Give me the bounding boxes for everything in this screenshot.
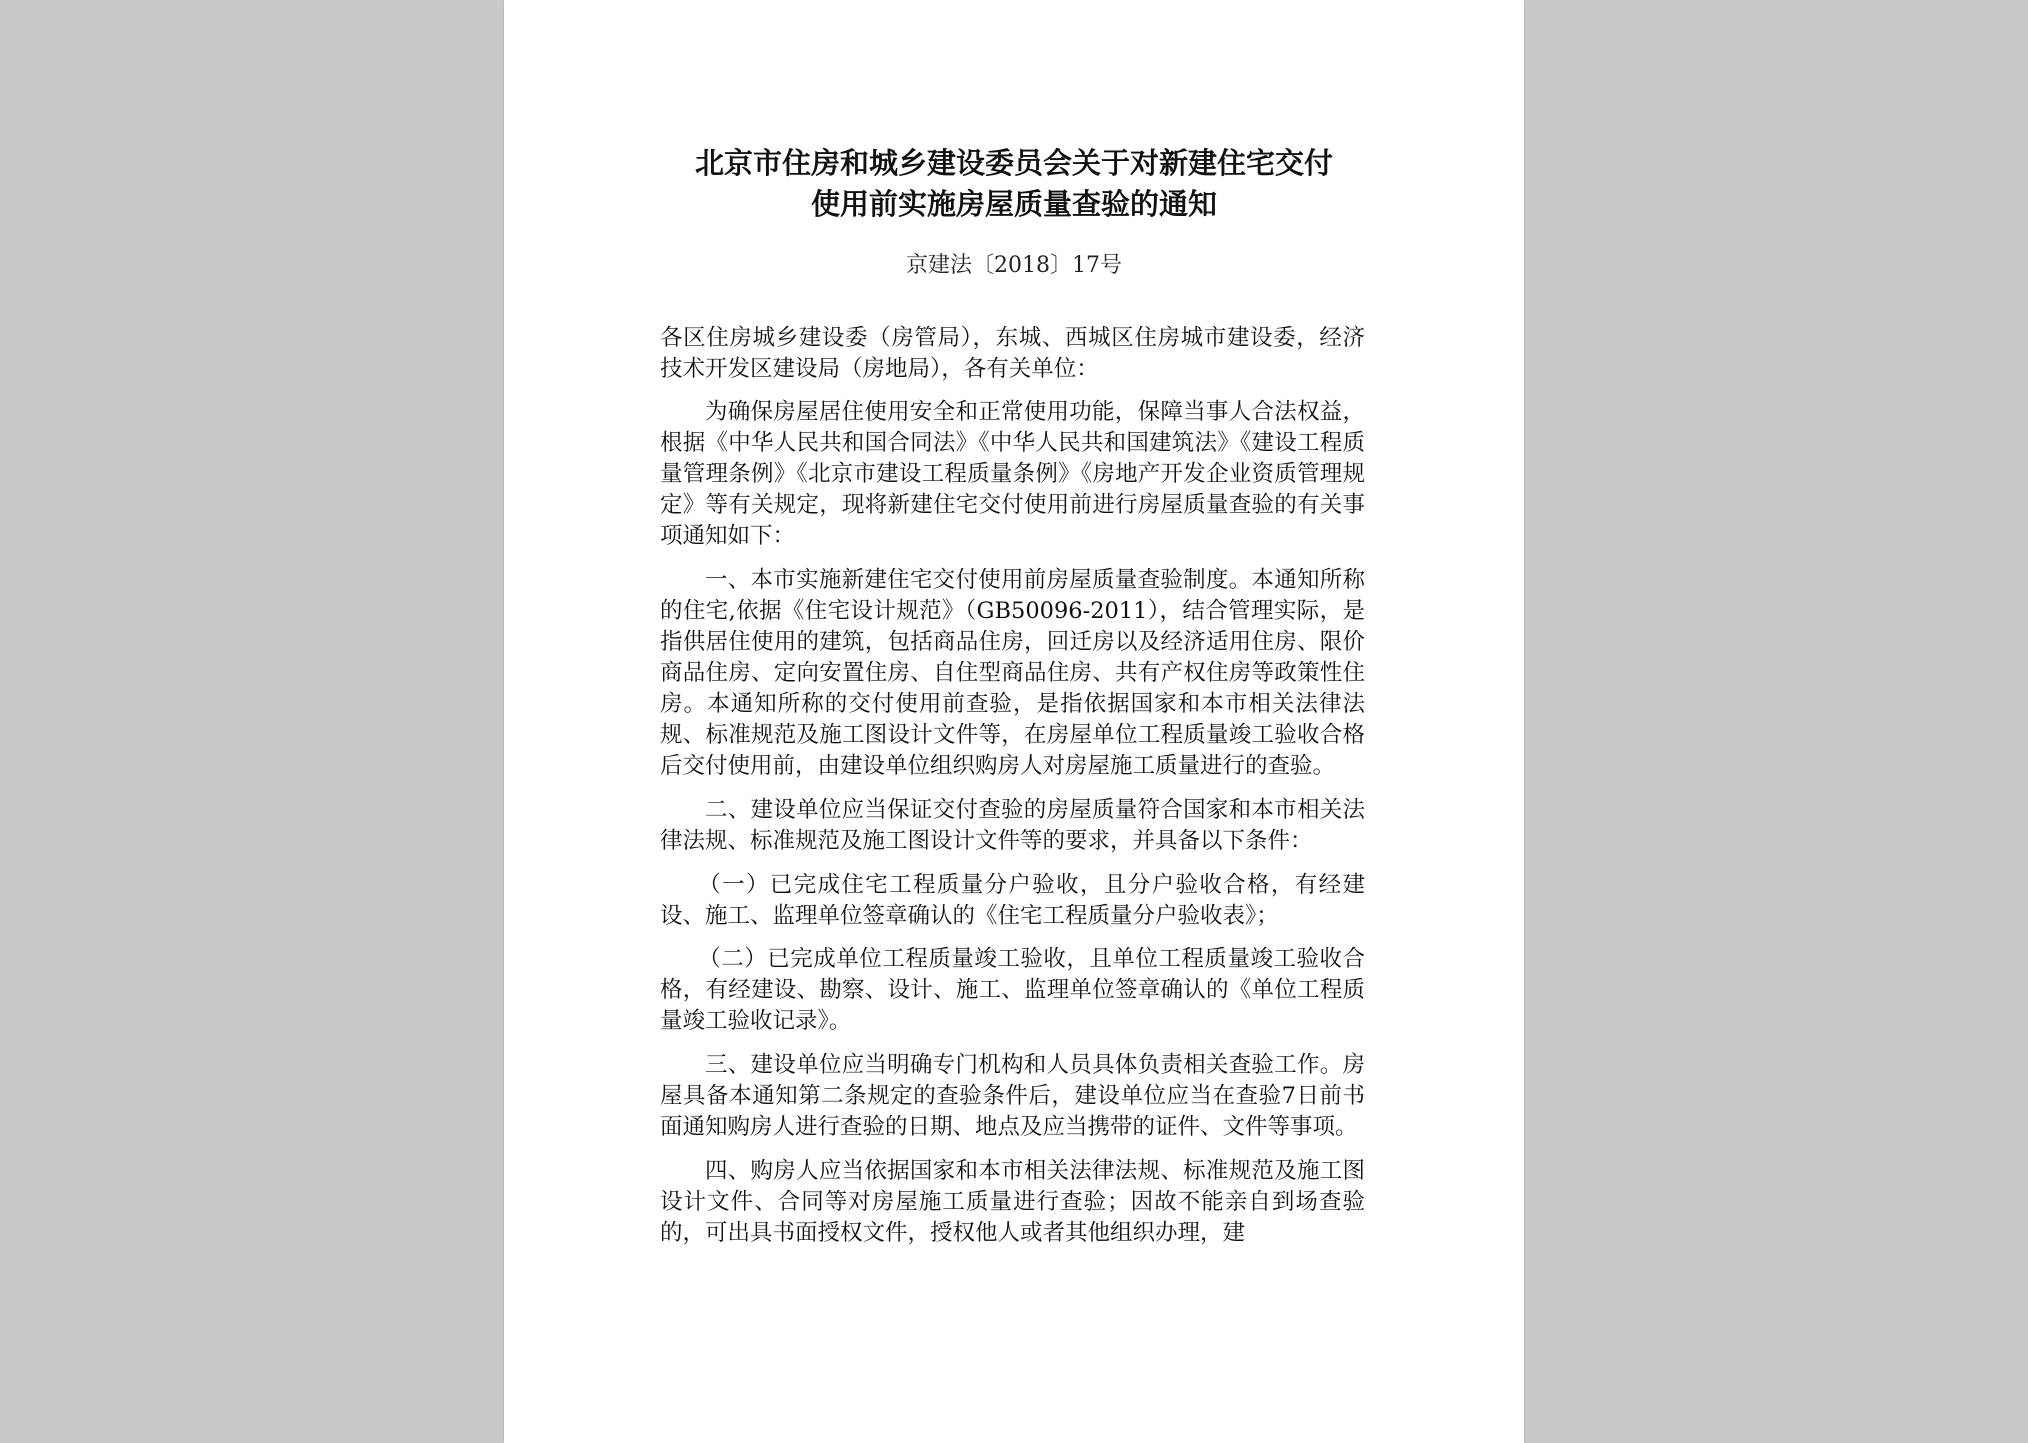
document-number: 京建法〔2018〕17号 [906, 253, 1122, 278]
title-line-2: 使用前实施房屋质量查验的通知 [810, 187, 1217, 221]
document-body [660, 323, 1365, 1249]
section-4-paragraph: 四、购房人应当依据国家和本市相关法律法规、标准规范及施工图设计文件、合同等对房屋施工质量进行查验；因故不能亲自到场查验的，可出具书面授权文件，授权他人或者其他组织办理，建 [660, 1158, 1365, 1246]
section-2-paragraph: 二、建设单位应当保证交付查验的房屋质量符合国家和本市相关法律法规、标准规范及施工图设计文件等的要求，并具备以下条件： [660, 797, 1365, 854]
addressee: 各区住房城乡建设委（房管局），东城、西城区住房城市建设委，经济技术开发区建设局（房地局），各有关单位： [660, 325, 1365, 382]
intro-paragraph: 为确保房屋居住使用安全和正常使用功能，保障当事人合法权益，根据《中华人民共和国合同法》《中华人民共和国建筑法》《建设工程质量管理条例》《北京市建设工程质量条例》《房地产开发企业资质管理规定》等有关规定，现将新建住宅交付使用前进行房屋质量查验的有关事项通知如下： [660, 399, 1365, 549]
section-2-item-1: （一）已完成住宅工程质量分户验收，且分户验收合格，有经建设、施工、监理单位签章确认的《住宅工程质量分户验收表》； [660, 872, 1365, 929]
title-line-1: 北京市住房和城乡建设委员会关于对新建住宅交付 [694, 146, 1333, 180]
section-3-paragraph: 三、建设单位应当明确专门机构和人员具体负责相关查验工作。房屋具备本通知第二条规定的查验条件后，建设单位应当在查验7日前书面通知购房人进行查验的日期、地点及应当携带的证件、文件等事项。 [660, 1052, 1365, 1140]
document-title [624, 143, 1404, 225]
document-page [504, 0, 1524, 1443]
section-2-item-2: （二）已完成单位工程质量竣工验收，且单位工程质量竣工验收合格，有经建设、勘察、设计、施工、监理单位签章确认的《单位工程质量竣工验收记录》。 [660, 946, 1365, 1034]
section-1-paragraph: 一、本市实施新建住宅交付使用前房屋质量查验制度。本通知所称的住宅,依据《住宅设计规范》（GB50096-2011），结合管理实际，是指供居住使用的建筑，包括商品住房，回迁房以及经济适用住房、限价商品住房、定向安置住房、自住型商品住房、共有产权住房等政策性住房。本通知所称的交付使用前查验，是指依据国家和本市相关法律法规、标准规范及施工图设计文件等，在房屋单位工程质量竣工验收合格后交付使用前，由建设单位组织购房人对房屋施工质量进行的查验。 [660, 567, 1365, 779]
